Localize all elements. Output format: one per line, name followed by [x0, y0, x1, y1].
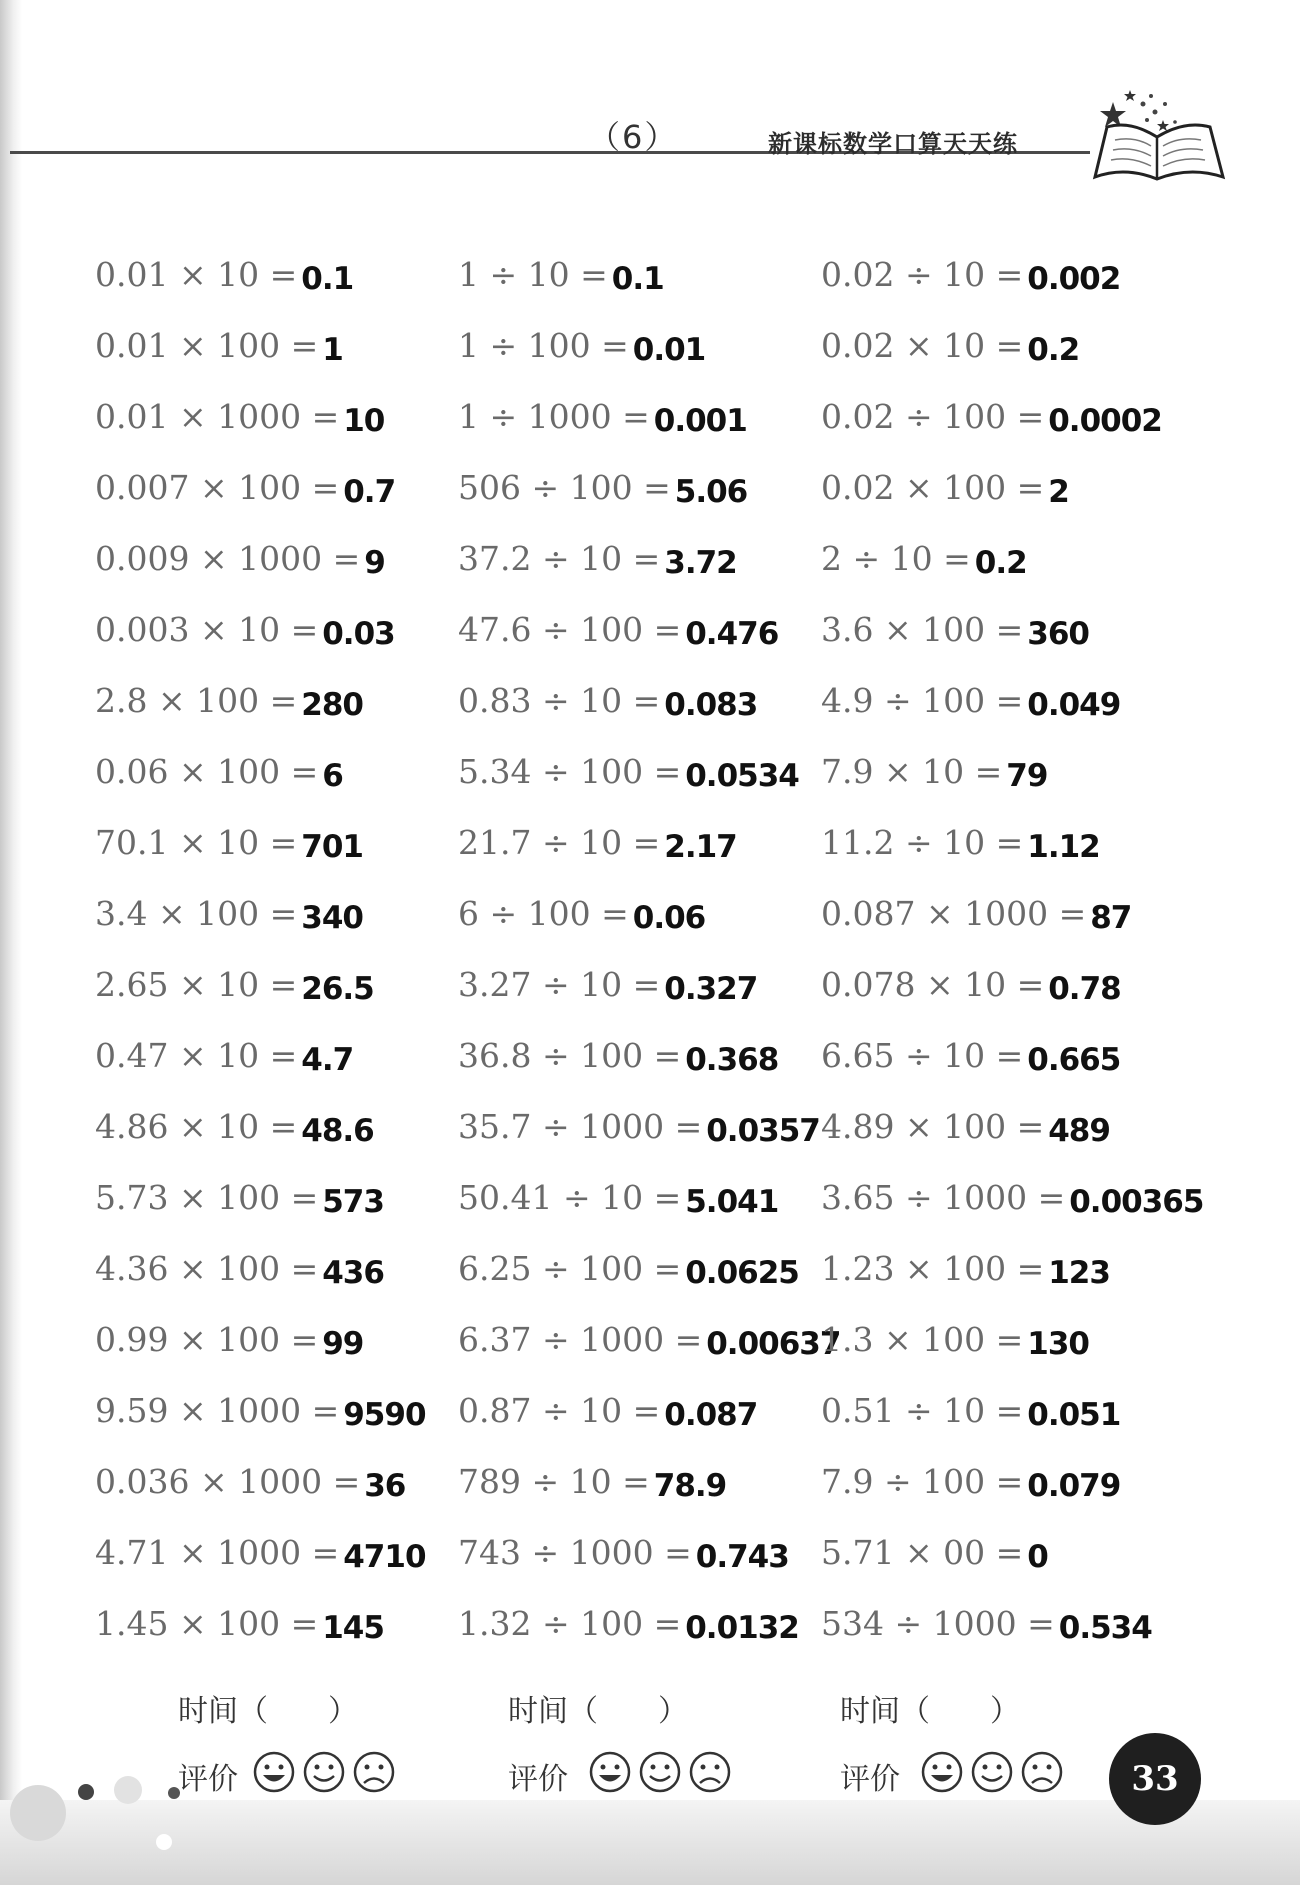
problem-item	[458, 894, 821, 965]
problem-expression: 2 ÷ 10 =	[821, 539, 971, 578]
handwritten-answer: 0.476	[685, 616, 779, 652]
problem-item	[821, 1107, 1215, 1178]
handwritten-answer: 0.083	[664, 687, 758, 723]
smile-face-icon	[970, 1750, 1014, 1794]
handwritten-answer: 0.534	[1058, 1610, 1152, 1646]
problem-item	[95, 1391, 458, 1462]
problem-expression: 47.6 ÷ 100 =	[458, 610, 682, 649]
problem-expression: 21.7 ÷ 10 =	[458, 823, 661, 862]
handwritten-answer: 48.6	[301, 1113, 374, 1149]
problem-expression: 3.65 ÷ 1000 =	[821, 1178, 1066, 1217]
problem-item	[458, 468, 821, 539]
problem-expression: 70.1 × 10 =	[95, 823, 298, 862]
smile-face-icon	[302, 1750, 346, 1794]
problem-expression: 1 ÷ 1000 =	[458, 397, 650, 436]
handwritten-answer: 0.0534	[685, 758, 799, 794]
problem-item	[821, 965, 1215, 1036]
handwritten-answer: 0.03	[322, 616, 395, 652]
problem-item	[821, 823, 1215, 894]
problem-item	[458, 1391, 821, 1462]
problem-expression: 50.41 ÷ 10 =	[458, 1178, 682, 1217]
handwritten-answer: 0.78	[1048, 971, 1121, 1007]
problem-item	[458, 1320, 841, 1391]
handwritten-answer: 0.7	[343, 474, 396, 510]
problem-expression: 5.34 ÷ 100 =	[458, 752, 682, 791]
problem-expression: 35.7 ÷ 1000 =	[458, 1107, 703, 1146]
handwritten-answer: 0.665	[1027, 1042, 1121, 1078]
problem-expression: 0.02 ÷ 10 =	[821, 255, 1024, 294]
problem-item	[821, 397, 1215, 468]
problem-expression: 1.23 × 100 =	[821, 1249, 1045, 1288]
page-number-badge	[1109, 1733, 1201, 1825]
problem-expression: 0.47 × 10 =	[95, 1036, 298, 1075]
rating-label: 评价	[178, 1762, 238, 1797]
problem-item	[458, 1462, 821, 1533]
problem-expression: 0.01 × 1000 =	[95, 397, 340, 436]
problem-expression: 0.02 × 100 =	[821, 468, 1045, 507]
problem-item	[821, 1249, 1215, 1320]
problem-expression: 0.83 ÷ 10 =	[458, 681, 661, 720]
problem-item	[95, 1462, 458, 1533]
handwritten-answer: 1.12	[1027, 829, 1100, 865]
problem-expression: 0.87 ÷ 10 =	[458, 1391, 661, 1430]
problem-item	[821, 1391, 1215, 1462]
problem-expression: 0.003 × 10 =	[95, 610, 319, 649]
problem-expression: 1.45 × 100 =	[95, 1604, 319, 1643]
sad-face-icon	[352, 1750, 396, 1794]
problem-expression: 0.99 × 100 =	[95, 1320, 319, 1359]
problem-item	[458, 1604, 821, 1675]
handwritten-answer: 6	[322, 758, 343, 794]
problem-expression: 6.65 ÷ 10 =	[821, 1036, 1024, 1075]
problem-item	[95, 752, 458, 823]
problem-item	[458, 1533, 821, 1604]
handwritten-answer: 0.0625	[685, 1255, 799, 1291]
problem-expression: 4.86 × 10 =	[95, 1107, 298, 1146]
problem-expression: 2.8 × 100 =	[95, 681, 298, 720]
handwritten-answer: 0.01	[632, 332, 706, 368]
handwritten-answer: 489	[1048, 1113, 1110, 1149]
problem-expression: 5.71 × 00 =	[821, 1533, 1024, 1572]
handwritten-answer: 436	[322, 1255, 384, 1291]
footer-column-1	[178, 1680, 508, 1800]
problem-item	[95, 823, 458, 894]
problem-item	[95, 1320, 458, 1391]
happy-face-icon	[920, 1750, 964, 1794]
problem-item	[95, 1107, 458, 1178]
handwritten-answer: 0.2	[974, 545, 1027, 581]
problem-item	[821, 610, 1215, 681]
problem-expression: 0.007 × 100 =	[95, 468, 340, 507]
problem-expression: 11.2 ÷ 10 =	[821, 823, 1024, 862]
decorative-bubble	[114, 1776, 142, 1804]
handwritten-answer: 280	[301, 687, 363, 723]
page-number: 33	[1131, 1759, 1179, 1799]
handwritten-answer: 87	[1090, 900, 1132, 936]
problem-item	[95, 1604, 458, 1675]
problem-expression: 0.036 × 1000 =	[95, 1462, 361, 1501]
handwritten-answer: 5.041	[685, 1184, 779, 1220]
problem-expression: 4.89 × 100 =	[821, 1107, 1045, 1146]
handwritten-answer: 0.00365	[1069, 1184, 1204, 1220]
problem-item	[458, 326, 821, 397]
problem-expression: 1 ÷ 100 =	[458, 326, 629, 365]
handwritten-answer: 0.0002	[1048, 403, 1162, 439]
open-book-icon	[1085, 82, 1230, 187]
problem-item	[95, 1249, 458, 1320]
problem-expression: 5.73 × 100 =	[95, 1178, 319, 1217]
problem-item	[821, 326, 1215, 397]
handwritten-answer: 0.368	[685, 1042, 779, 1078]
problem-item	[821, 1604, 1215, 1675]
problem-item	[458, 539, 821, 610]
problem-expression: 3.4 × 100 =	[95, 894, 298, 933]
handwritten-answer: 0.002	[1027, 261, 1121, 297]
problem-item	[458, 255, 821, 326]
handwritten-answer: 130	[1027, 1326, 1089, 1362]
problem-item	[821, 1533, 1215, 1604]
problem-expression: 0.087 × 1000 =	[821, 894, 1087, 933]
handwritten-answer: 36	[364, 1468, 406, 1504]
handwritten-answer: 0.743	[695, 1539, 789, 1575]
problem-item	[458, 1107, 821, 1178]
time-label: 时间（ ）	[178, 1694, 358, 1729]
problem-expression: 4.9 ÷ 100 =	[821, 681, 1024, 720]
problem-expression: 1.32 ÷ 100 =	[458, 1604, 682, 1643]
problem-expression: 3.6 × 100 =	[821, 610, 1024, 649]
handwritten-answer: 5.06	[674, 474, 748, 510]
problem-expression: 0.02 ÷ 100 =	[821, 397, 1045, 436]
problem-grid	[95, 255, 1215, 1675]
page-header	[0, 0, 1300, 200]
problem-item	[95, 965, 458, 1036]
problem-item	[458, 397, 821, 468]
problem-expression: 0.51 ÷ 10 =	[821, 1391, 1024, 1430]
problem-item	[821, 894, 1215, 965]
footer-column-2	[508, 1680, 838, 1800]
problem-item	[821, 1178, 1215, 1249]
handwritten-answer: 573	[322, 1184, 384, 1220]
problem-item	[458, 681, 821, 752]
handwritten-answer: 99	[322, 1326, 364, 1362]
handwritten-answer: 3.72	[664, 545, 737, 581]
decorative-bubble	[156, 1834, 172, 1850]
handwritten-answer: 0.0357	[706, 1113, 820, 1149]
problem-item	[821, 1320, 1215, 1391]
problem-expression: 4.71 × 1000 =	[95, 1533, 340, 1572]
handwritten-answer: 0.1	[301, 261, 354, 297]
handwritten-answer: 79	[1006, 758, 1048, 794]
handwritten-answer: 701	[301, 829, 363, 865]
handwritten-answer: 0	[1027, 1539, 1048, 1575]
handwritten-answer: 2	[1048, 474, 1069, 510]
problem-expression: 534 ÷ 1000 =	[821, 1604, 1055, 1643]
problem-item	[95, 468, 458, 539]
handwritten-answer: 0.001	[653, 403, 747, 439]
book-title: 新课标数学口算天天练	[768, 130, 1018, 158]
handwritten-answer: 360	[1027, 616, 1089, 652]
handwritten-answer: 0.2	[1027, 332, 1080, 368]
problem-expression: 6.37 ÷ 1000 =	[458, 1320, 703, 1359]
problem-expression: 0.009 × 1000 =	[95, 539, 361, 578]
handwritten-answer: 0.327	[664, 971, 758, 1007]
footer-band	[0, 1800, 1300, 1885]
problem-item	[821, 1462, 1215, 1533]
problem-item	[458, 1249, 821, 1320]
problem-expression: 2.65 × 10 =	[95, 965, 298, 1004]
handwritten-answer: 0.079	[1027, 1468, 1121, 1504]
problem-item	[95, 1178, 458, 1249]
problem-item	[821, 1036, 1215, 1107]
handwritten-answer: 10	[343, 403, 385, 439]
handwritten-answer: 0.051	[1027, 1397, 1121, 1433]
handwritten-answer: 0.0132	[685, 1610, 799, 1646]
problem-expression: 743 ÷ 1000 =	[458, 1533, 692, 1572]
rating-label: 评价	[508, 1762, 568, 1797]
handwritten-answer: 0.06	[632, 900, 706, 936]
problem-item	[821, 255, 1215, 326]
problem-expression: 789 ÷ 10 =	[458, 1462, 650, 1501]
problem-item	[95, 539, 458, 610]
problem-expression: 37.2 ÷ 10 =	[458, 539, 661, 578]
problem-item	[458, 752, 821, 823]
problem-item	[458, 823, 821, 894]
problem-item	[458, 1036, 821, 1107]
handwritten-answer: 9	[364, 545, 385, 581]
problem-expression: 9.59 × 1000 =	[95, 1391, 340, 1430]
problem-item	[458, 1178, 821, 1249]
handwritten-answer: 0.00637	[706, 1326, 841, 1362]
problem-expression: 7.9 × 10 =	[821, 752, 1003, 791]
problem-item	[95, 255, 458, 326]
smile-face-icon	[638, 1750, 682, 1794]
problem-item	[95, 681, 458, 752]
problem-item	[95, 326, 458, 397]
handwritten-answer: 123	[1048, 1255, 1110, 1291]
handwritten-answer: 0.049	[1027, 687, 1121, 723]
time-label: 时间（ ）	[840, 1694, 1020, 1729]
problem-expression: 36.8 ÷ 100 =	[458, 1036, 682, 1075]
decorative-bubble	[10, 1785, 66, 1841]
handwritten-answer: 145	[322, 1610, 384, 1646]
problem-item	[458, 610, 821, 681]
problem-expression: 6 ÷ 100 =	[458, 894, 629, 933]
problem-expression: 0.078 × 10 =	[821, 965, 1045, 1004]
problem-expression: 0.06 × 100 =	[95, 752, 319, 791]
problem-expression: 1 ÷ 10 =	[458, 255, 608, 294]
handwritten-answer: 1	[322, 332, 343, 368]
handwritten-answer: 2.17	[664, 829, 737, 865]
handwritten-answer: 0.1	[611, 261, 664, 297]
problem-item	[95, 894, 458, 965]
time-label: 时间（ ）	[508, 1694, 688, 1729]
problem-item	[95, 610, 458, 681]
problem-expression: 506 ÷ 100 =	[458, 468, 671, 507]
sad-face-icon	[1020, 1750, 1064, 1794]
handwritten-answer: 26.5	[301, 971, 374, 1007]
decorative-bubble	[78, 1784, 94, 1800]
problem-expression: 6.25 ÷ 100 =	[458, 1249, 682, 1288]
problem-item	[95, 1533, 458, 1604]
problem-item	[821, 681, 1215, 752]
handwritten-answer: 78.9	[653, 1468, 727, 1504]
rating-label: 评价	[840, 1762, 900, 1797]
sad-face-icon	[688, 1750, 732, 1794]
problem-item	[95, 1036, 458, 1107]
problem-expression: 1.3 × 100 =	[821, 1320, 1024, 1359]
problem-item	[95, 397, 458, 468]
problem-item	[458, 965, 821, 1036]
problem-item	[821, 468, 1215, 539]
problem-expression: 0.01 × 100 =	[95, 326, 319, 365]
handwritten-answer: 0.087	[664, 1397, 758, 1433]
problem-expression: 0.01 × 10 =	[95, 255, 298, 294]
problem-expression: 3.27 ÷ 10 =	[458, 965, 661, 1004]
handwritten-answer: 4710	[343, 1539, 426, 1575]
happy-face-icon	[588, 1750, 632, 1794]
page-edge-shadow	[0, 0, 22, 1885]
problem-item	[821, 539, 1215, 610]
handwritten-answer: 4.7	[301, 1042, 354, 1078]
problem-item	[821, 752, 1215, 823]
problem-expression: 0.02 × 10 =	[821, 326, 1024, 365]
handwritten-answer: 9590	[343, 1397, 426, 1433]
lesson-number: （6）	[588, 118, 679, 156]
happy-face-icon	[252, 1750, 296, 1794]
problem-expression: 4.36 × 100 =	[95, 1249, 319, 1288]
handwritten-answer: 340	[301, 900, 363, 936]
problem-expression: 7.9 ÷ 100 =	[821, 1462, 1024, 1501]
